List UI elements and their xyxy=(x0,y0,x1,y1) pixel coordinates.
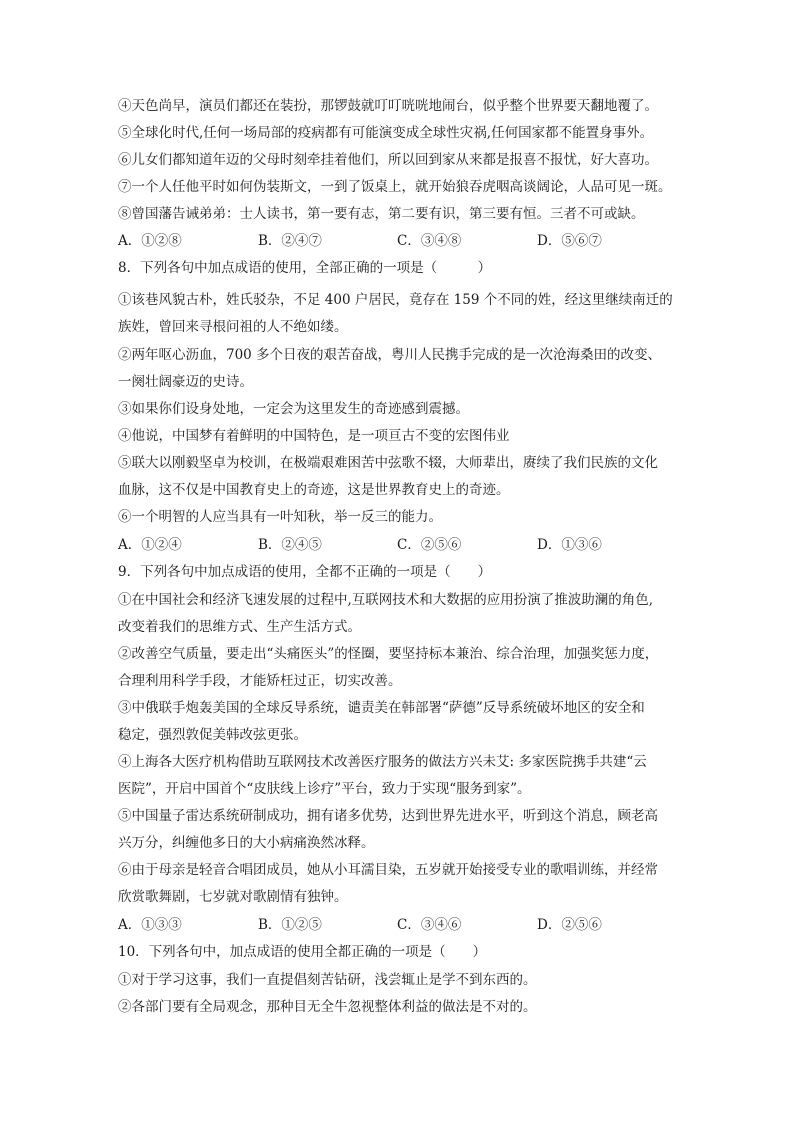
q9-option-a: A．①③③ xyxy=(118,917,182,933)
q10-line: ②各部门要有全局观念，那种目无全牛忽视整体利益的做法是不对的。 xyxy=(118,999,537,1015)
q9-stem: 9．下列各句中加点成语的使用，全都不正确的一项是（ ） xyxy=(118,564,492,580)
q7-option-b: B．②④⑦ xyxy=(258,233,322,249)
q8-option-b: B．②④⑤ xyxy=(258,537,322,553)
q9-line: ④上海各大医疗机构借助互联网技术改善医疗服务的做法方兴未艾: 多家医院携手共建“云 xyxy=(118,754,647,770)
q9-line: 医院”，开启中国首个“皮肤线上诊疗”平台，致力于实现“服务到家”。 xyxy=(118,781,531,797)
q8-stem: 8．下列各句中加点成语的使用，全部正确的一项是（ ） xyxy=(118,260,492,276)
q8-line: 族姓，曾回来寻根问祖的人不绝如缕。 xyxy=(118,319,348,335)
q7-item-6: ⑥儿女们都知道年迈的父母时刻牵挂着他们，所以回到家从来都是报喜不报忧，好大喜功。 xyxy=(118,152,658,168)
q7-option-c: C．③④⑧ xyxy=(397,233,462,249)
q8-line: 一阕壮阔豪迈的史诗。 xyxy=(118,374,253,390)
q9-line: ①在中国社会和经济飞速发展的过程中,互联网技术和大数据的应用扮演了推波助澜的角色, xyxy=(118,592,654,608)
q8-line: ④他说，中国梦有着鲜明的中国特色，是一项亘古不变的宏图伟业 xyxy=(118,428,510,444)
q9-line: 欣赏歌舞剧，七岁就对歌剧情有独钟。 xyxy=(118,889,348,905)
q7-option-a: A．①②⑧ xyxy=(118,233,182,249)
q7-option-d: D．⑤⑥⑦ xyxy=(537,233,602,249)
q9-line: 稳定，强烈敦促美韩改弦更张。 xyxy=(118,727,307,743)
q9-line: ⑥由于母亲是轻音合唱团成员，她从小耳濡目染，五岁就开始接受专业的歌唱训练，并经常 xyxy=(118,862,658,878)
q8-line: ①该巷风貌古朴，姓氏驳杂，不足 400 户居民，竟存在 159 个不同的姓，经这里继续南迁的 xyxy=(118,292,673,308)
q8-option-c: C．②⑤⑥ xyxy=(397,537,462,553)
q7-item-4: ④天色尚早，演员们都还在装扮，那锣鼓就叮叮咣咣地闹台，似乎整个世界要天翻地覆了。 xyxy=(118,98,658,114)
q9-option-c: C．③④⑥ xyxy=(397,917,462,933)
q9-line: 改变着我们的思维方式、生产生活方式。 xyxy=(118,619,361,635)
q7-item-8: ⑧曾国藩告诫弟弟：士人读书，第一要有志，第二要有识，第三要有恒。三者不可或缺。 xyxy=(118,206,645,222)
q8-option-a: A．①②④ xyxy=(118,537,182,553)
q9-option-b: B．①②⑤ xyxy=(258,917,322,933)
q8-line: ③如果你们设身处地，一定会为这里发生的奇迹感到震撼。 xyxy=(118,401,469,417)
q10-stem: 10．下列各句中，加点成语的使用全都正确的一项是（ ） xyxy=(118,944,487,960)
q8-line: ⑤联大以刚毅坚卓为校训，在极端艰难困苦中弦歌不辍，大师辈出，赓续了我们民族的文化 xyxy=(118,455,658,471)
q9-line: ③中俄联手炮轰美国的全球反导系统，谴责美在韩部署“萨德”反导系统破坏地区的安全和 xyxy=(118,700,645,716)
q10-line: ①对于学习这事，我们一直提倡刻苦钻研，浅尝辄止是学不到东西的。 xyxy=(118,972,537,988)
q7-item-7: ⑦一个人任他平时如何伪装斯文，一到了饭桌上，就开始狼吞虎咽高谈阔论，人品可见一斑。 xyxy=(118,179,672,195)
q9-option-d: D．②⑤⑥ xyxy=(537,917,602,933)
q8-line: 血脉，这不仅是中国教育史上的奇迹，这是世界教育史上的奇迹。 xyxy=(118,482,510,498)
q8-option-d: D．①③⑥ xyxy=(537,537,602,553)
q7-item-5: ⑤全球化时代,任何一场局部的疫病都有可能演变成全球性灾祸,任何国家都不能置身事外。 xyxy=(118,125,654,141)
q9-line: 合理利用科学手段，才能矫枉过正，切实改善。 xyxy=(118,673,402,689)
q9-line: 兴万分，纠缠他多日的大小病痛涣然冰释。 xyxy=(118,835,375,851)
q9-line: ⑤中国量子雷达系统研制成功，拥有诸多优势，达到世界先进水平，听到这个消息，顾老高 xyxy=(118,808,658,824)
q8-line: ⑥一个明智的人应当具有一叶知秋，举一反三的能力。 xyxy=(118,509,442,525)
q9-line: ②改善空气质量，要走出“头痛医头”的怪圈，要坚持标本兼治、综合治理，加强奖惩力度， xyxy=(118,646,659,662)
q8-line: ②两年呕心沥血，700 多个日夜的艰苦奋战，粤川人民携手完成的是一次沧海桑田的改变、 xyxy=(118,347,662,363)
